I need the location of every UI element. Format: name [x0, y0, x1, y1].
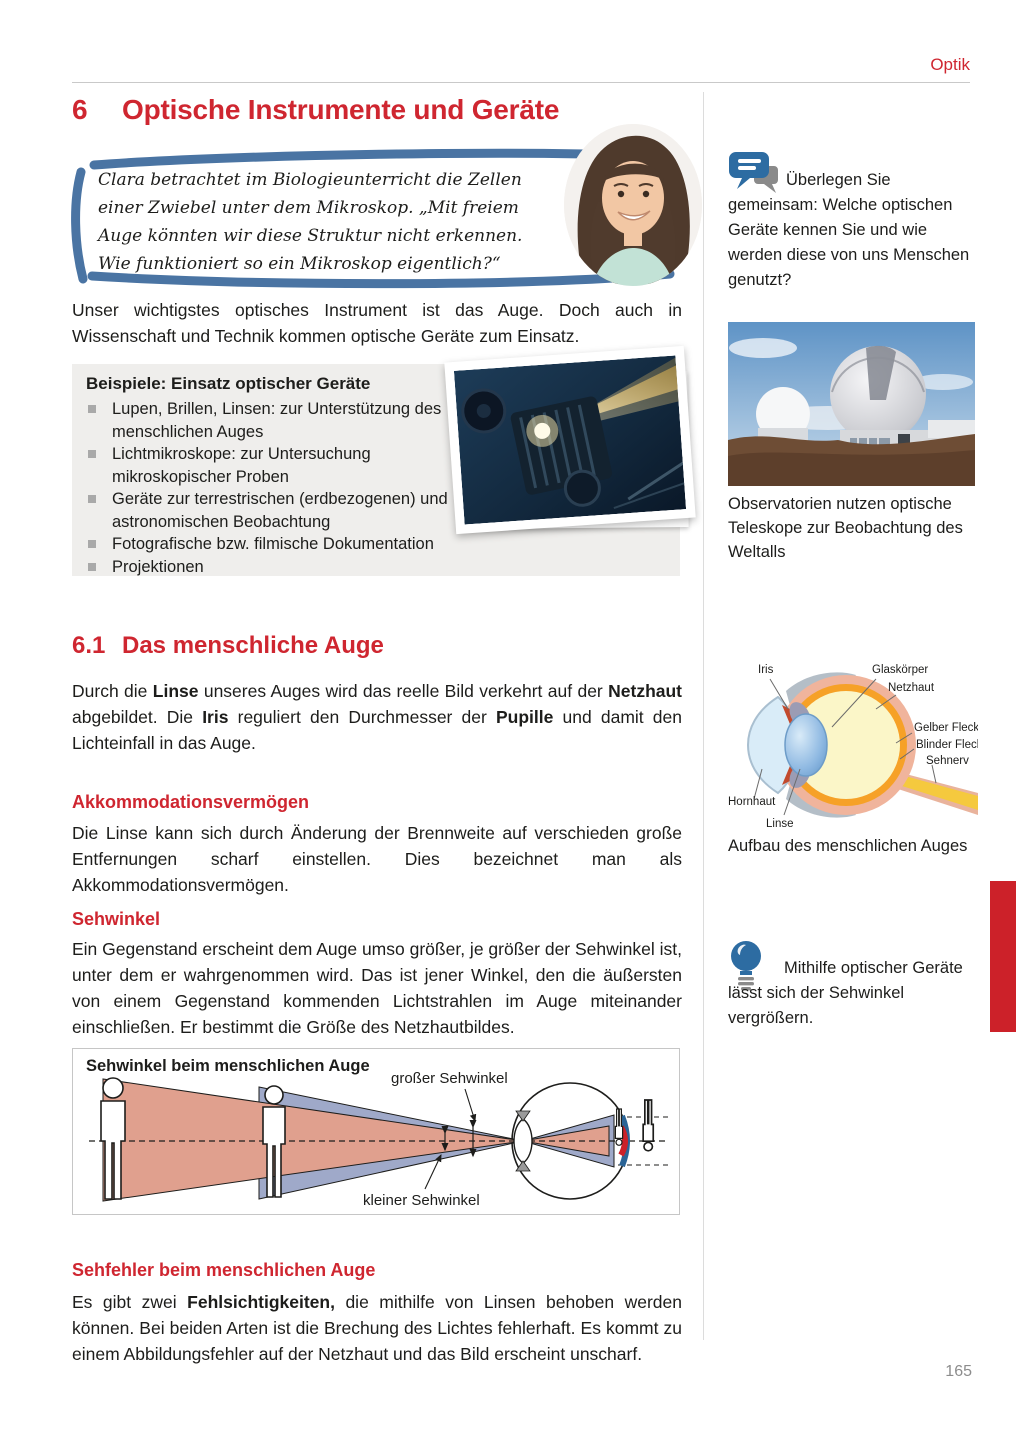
student-photo: [564, 124, 702, 286]
eye-paragraph: Durch die Linse unseres Auges wird das reelle Bild verkehrt auf der Netzhaut abgebildet. Die Iris reguliert den Durchmesser der Pupille und damit den Lichteinfall in das Auge.: [72, 681, 683, 753]
bullet-square-icon: [88, 405, 96, 413]
label-kleiner-sehwinkel: kleiner Sehwinkel: [363, 1192, 480, 1209]
sehfehler-paragraph: Es gibt zwei Fehlsichtigkeiten, die mithilfe von Linsen behoben werden können. Bei beiden Arten ist die Brechung des Lichtes fehlerhaft. Es kommt zu einem Abbildungsfehler auf der Netzhaut und das Bild erscheint unscharf.: [72, 1292, 683, 1364]
label-linse: Linse: [766, 818, 794, 830]
label-iris: Iris: [758, 664, 774, 676]
observatory-image: [728, 322, 975, 486]
section-number: 6.1: [72, 632, 106, 659]
sehwinkel-heading: Sehwinkel: [72, 909, 161, 929]
eye-anatomy-figure: [726, 653, 978, 833]
bullet-square-icon: [88, 450, 96, 458]
list-item: Projektionen: [86, 556, 458, 579]
observatory-photo: [728, 322, 975, 486]
diagram-title: Sehwinkel beim menschlichen Auge: [86, 1057, 370, 1075]
bullet-square-icon: [88, 563, 96, 571]
examples-title: Beispiele: Einsatz optischer Geräte: [86, 374, 371, 393]
page-number: 165: [945, 1363, 972, 1380]
akkommodation-heading: Akkommodationsvermögen: [72, 792, 310, 812]
chapter-color-tab: [990, 881, 1016, 1032]
label-gelber-fleck: Gelber Fleck: [914, 722, 978, 734]
chapter-title: Optische Instrumente und Geräte: [122, 94, 560, 125]
chapter-number: 6: [72, 94, 88, 125]
label-blinder-fleck: Blinder Fleck: [916, 739, 978, 751]
section-title: Das menschliche Auge: [122, 632, 384, 659]
observatory-caption: Observatorien nutzen optische Teleskope zur Beobachtung des Weltalls: [728, 495, 963, 561]
label-grosser-sehwinkel: großer Sehwinkel: [391, 1070, 508, 1087]
bullet-square-icon: [88, 495, 96, 503]
chapter-heading: [72, 94, 559, 126]
akkommodation-paragraph: Die Linse kann sich durch Änderung der Brennweite auf verschieden große Entfernungen scharf einstellen. Dies bezeichnet man als Akkommodationsvermögen.: [72, 823, 682, 895]
header-rule: [72, 82, 970, 83]
list-item: Lupen, Brillen, Linsen: zur Unterstützung des menschlichen Auges: [86, 398, 458, 443]
label-glaskoerper: Glaskörper: [872, 664, 929, 676]
eye-figure-caption: Aufbau des menschlichen Auges: [728, 837, 968, 855]
examples-list: [86, 398, 458, 578]
projector-photo: [444, 346, 695, 534]
list-item: Lichtmikroskope: zur Untersuchung mikroskopischer Proben: [86, 443, 458, 488]
sehwinkel-diagram: [72, 1048, 680, 1215]
projector-image: [454, 355, 686, 524]
eye-diagram: [726, 653, 978, 833]
label-hornhaut: Hornhaut: [728, 796, 776, 808]
tip-text: Mithilfe optischer Geräte lässt sich der Sehwinkel vergrößern.: [728, 959, 963, 1027]
tip-note: [728, 956, 980, 1031]
list-item: Fotografische bzw. filmische Dokumentation: [86, 533, 458, 556]
intro-quote-text: Clara betrachtet im Biologieunterricht die Zellen einer Zwiebel unter dem Mikroskop. „Mit freiem Auge könnten wir diese Struktur nicht erkennen. Wie funktioniert so ein Mikroskop eigentlich?“: [98, 170, 523, 274]
list-item: Geräte zur terrestrischen (erdbezogenen) und astronomischen Beobachtung: [86, 488, 458, 533]
section-heading: [72, 632, 384, 660]
discussion-note: [728, 168, 980, 293]
label-sehnerv: Sehnerv: [926, 755, 969, 767]
girl-avatar: [564, 124, 702, 286]
sehfehler-heading: Sehfehler beim menschlichen Auge: [72, 1260, 376, 1280]
label-netzhaut: Netzhaut: [888, 682, 935, 694]
sehwinkel-paragraph: Ein Gegenstand erscheint dem Auge umso größer, je größer der Sehwinkel ist, unter dem er wahrgenommen wird. Das ist jener Winkel, den die äußersten von einem Gegenstand kommenden Lichtstrahlen im Auge miteinander einschließen. Er bestimmt die Größe des Netzhautbildes.: [72, 939, 682, 1037]
bullet-square-icon: [88, 540, 96, 548]
intro-paragraph: Unser wichtigstes optisches Instrument ist das Auge. Doch auch in Wissenschaft und Technik kommen optische Geräte zum Einsatz.: [72, 300, 682, 346]
discussion-text: Überlegen Sie gemeinsam: Welche optischen Geräte kennen Sie und wie werden diese von uns Menschen genutzt?: [728, 171, 970, 289]
chapter-tag: Optik: [930, 55, 970, 74]
